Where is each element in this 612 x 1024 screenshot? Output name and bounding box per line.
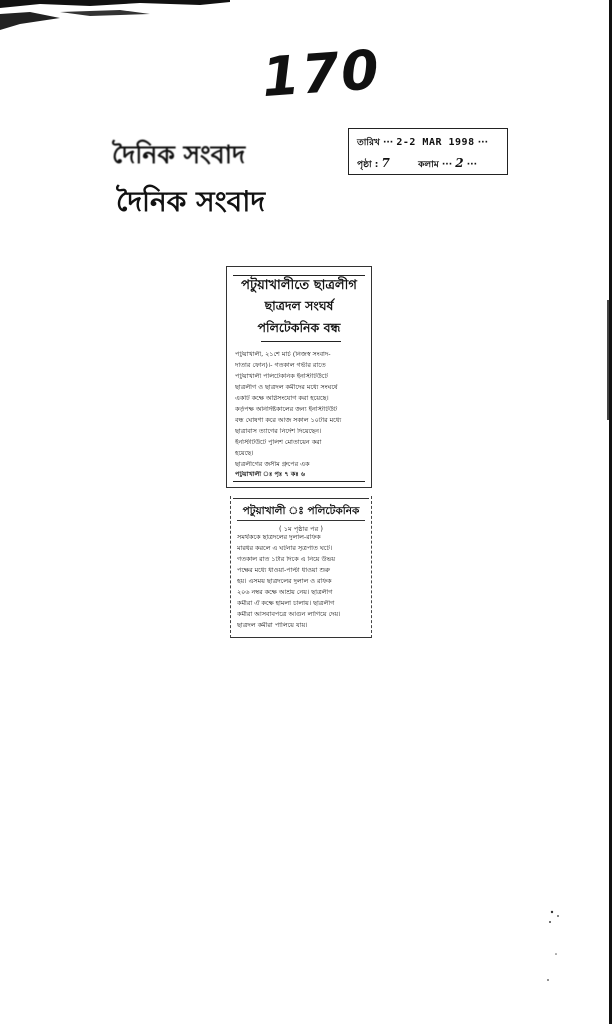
- clipping-body-line: ইনস্টিটিউটে পুলিশ মোতায়েন করা: [235, 439, 322, 446]
- newspaper-masthead: দৈনিক সংবাদ: [112, 140, 246, 169]
- clipping-body-line: পক্ষের মধ্যে ধাওয়া-পাল্টা ধাওয়া শুরু: [237, 567, 330, 574]
- stamp-date-label: তারিখ: [357, 138, 380, 148]
- stamp-column-label: কলাম: [418, 160, 439, 170]
- clipping-top-rule: [233, 498, 369, 499]
- clipping-headline-line3: পলিটেকনিক বন্ধ: [257, 320, 341, 335]
- newspaper-masthead-repeat: দৈনিক সংবাদ: [116, 185, 266, 218]
- clipping-body-line: মারধর করলে এ ঘটনার সূত্রপাত ঘটে।: [237, 545, 333, 552]
- continued-from-note: ( ১ম পৃষ্ঠার পর ): [279, 525, 323, 533]
- clipping-body-line: কর্তৃপক্ষ অনির্দিষ্টকালের জন্য ইনস্টিটিউট: [235, 406, 338, 413]
- clipping-top-rule: [233, 275, 365, 276]
- scan-edge-artifact: [0, 0, 230, 34]
- clipping-body-line: কর্মীরা ঐ কক্ষে হামলা চালায়। ছাত্রলীগ: [237, 600, 335, 607]
- clipping-body-line: ২০৬ নম্বর কক্ষে আশ্রয় নেয়। ছাত্রলীগ: [237, 589, 333, 596]
- news-clipping-continuation: [230, 496, 372, 638]
- clipping-body-line: ছাত্রাবাস ত্যাগের নির্দেশ দিয়েছেন।: [235, 428, 322, 435]
- clipping-body-line: সমর্থককে ছাত্রদলের দুলাল-রফিক: [237, 534, 321, 541]
- scan-edge-artifact-right: [604, 0, 612, 1024]
- stamp-page-value: 7: [381, 156, 390, 170]
- handwritten-page-number: 170: [259, 37, 383, 110]
- continuation-headline-rule: [237, 520, 365, 521]
- clipping-body-line: পটুয়াখালী, ২১শে মার্চ (নিজস্ব সংবাদ-: [235, 351, 331, 358]
- clipping-body-line: ছাত্রলীগ ও ছাত্রদল কর্মীদের মধ্যে সংঘর্ষে: [235, 384, 338, 391]
- clipping-bottom-rule: [233, 481, 365, 482]
- stamp-page-label: পৃষ্ঠা: [357, 160, 372, 170]
- clipping-continuation-ref: পটুয়াখালী ঃ পৃঃ ৭ কঃ ৬: [235, 471, 306, 478]
- clipping-body-line: বন্ধ ঘোষণা করে আজ সকাল ১০টার মধ্যে: [235, 417, 342, 424]
- news-clipping-main: [226, 266, 372, 488]
- scan-noise-specks: [540, 900, 580, 990]
- date-stamp: [348, 128, 508, 175]
- stamp-date-row: তারিখ ··· 2-2 MAR 1998 ···: [357, 137, 488, 148]
- continuation-headline: পটুয়াখালী ঃ পলিটেকনিক: [242, 505, 360, 517]
- clipping-body-line: কর্মীরা আসবাবপত্রে আগুন লাগিয়ে দেয়।: [237, 611, 341, 618]
- stamp-column-value: 2: [455, 156, 464, 170]
- clipping-body-line: দাতার ফোন)।- গতকাল গভীর রাতে: [235, 362, 326, 369]
- clipping-headline-line1: পটুয়াখালীতে ছাত্রলীগ: [241, 278, 357, 293]
- headline-underline: [261, 341, 341, 342]
- clipping-body-line: গতকাল রাত ১টার দিকে এ নিয়ে উভয়: [237, 556, 335, 563]
- clipping-body-line: একটি কক্ষে অগ্নিসংযোগ করা হয়েছে।: [235, 395, 329, 402]
- clipping-headline-line2: ছাত্রদল সংঘর্ষ: [264, 298, 334, 313]
- stamp-page-row: পৃষ্ঠা : 7 কলাম ··· 2 ···: [357, 156, 478, 170]
- clipping-body-line: হয়েছে।: [235, 450, 254, 457]
- clipping-body-line: ছাত্রলীগের জসীম গ্রুপের এক: [235, 461, 310, 468]
- clipping-body-line: পটুয়াখালী পলিটেকনিক ইনস্টিটিউটে: [235, 373, 328, 380]
- clipping-body-line: ছাত্রদল কর্মীরা পালিয়ে যায়।: [237, 622, 308, 629]
- stamp-date-value: 2-2 MAR 1998: [396, 137, 475, 148]
- clipping-body-line: হয়। এসময় ছাত্রদলের দুলাল ও রফিক: [237, 578, 332, 585]
